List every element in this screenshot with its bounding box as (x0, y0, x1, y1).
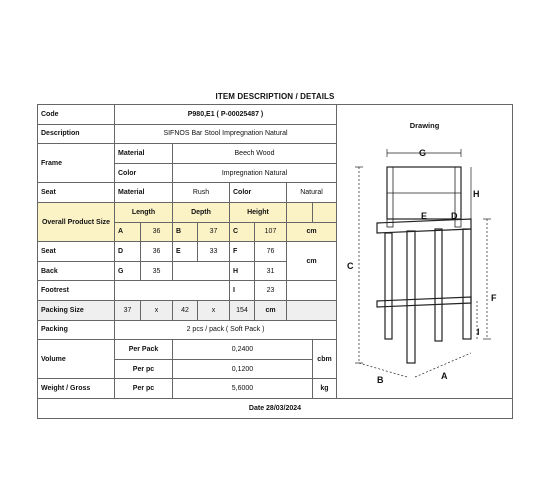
footrest-blank (115, 281, 230, 301)
letter-b: B (173, 222, 198, 242)
overall-size-label: Overall Product Size (38, 202, 115, 241)
leg-back-left (385, 233, 392, 339)
volume-per-pack-value: 0,2400 (173, 340, 313, 360)
packing-value: 2 pcs / pack ( Soft Pack ) (115, 320, 337, 340)
dim-letter-f: F (491, 293, 497, 303)
overall-a-value: 36 (141, 222, 173, 242)
seat-material-label: Material (115, 183, 173, 203)
height-header: Height (230, 202, 287, 222)
overall-header-blank (287, 202, 313, 222)
letter-g: G (115, 261, 141, 281)
packing-size-label: Packing Size (38, 300, 115, 320)
frame-material-label: Material (115, 144, 173, 164)
volume-per-pc-value: 0,1200 (173, 359, 313, 379)
code-label: Code (38, 105, 115, 125)
frame-material-value: Beech Wood (173, 144, 337, 164)
stool-drawing (337, 105, 513, 397)
drawing-cell (337, 105, 513, 399)
frame-label: Frame (38, 144, 115, 183)
seat-color-value: Natural (287, 183, 337, 203)
packing-width-value: 42 (173, 300, 198, 320)
code-value: P980,E1 ( P-00025487 ) (115, 105, 337, 125)
back-label: Back (38, 261, 115, 281)
description-label: Description (38, 124, 115, 144)
leg-back-right (463, 229, 471, 339)
length-header: Length (115, 202, 173, 222)
letter-f: F (230, 242, 255, 262)
packing-size-blank (287, 300, 337, 320)
weight-label: Weight / Gross (38, 379, 115, 399)
seat-shape (377, 219, 471, 233)
volume-label: Volume (38, 340, 115, 379)
dim-letter-c: C (347, 261, 354, 271)
seat-label: Seat (38, 183, 115, 203)
overall-c-value: 107 (255, 222, 287, 242)
weight-unit: kg (313, 379, 337, 399)
dim-letter-d: D (451, 211, 458, 221)
dim-letter-a: A (441, 371, 448, 381)
letter-d: D (115, 242, 141, 262)
volume-per-pc-label: Per pc (115, 359, 173, 379)
depth-header: Depth (173, 202, 230, 222)
frame-color-value: Impregnation Natural (173, 163, 337, 183)
page-title: ITEM DESCRIPTION / DETAILS (215, 92, 335, 101)
description-value: SIFNOS Bar Stool Impregnation Natural (115, 124, 337, 144)
overall-header-blank-2 (313, 202, 337, 222)
weight-per-pc-value: 5,6000 (173, 379, 313, 399)
footrest-label: Footrest (38, 281, 115, 301)
letter-a: A (115, 222, 141, 242)
weight-per-pc-label: Per pc (115, 379, 173, 399)
dim-letter-b: B (377, 375, 384, 385)
seat-dims-label: Seat (38, 242, 115, 262)
volume-per-pack-label: Per Pack (115, 340, 173, 360)
packing-x-2: x (198, 300, 230, 320)
overall-b-value: 37 (198, 222, 230, 242)
leg-front-left (407, 231, 415, 363)
seat-color-label: Color (230, 183, 287, 203)
spec-table (37, 104, 513, 419)
footrest-shape (377, 297, 471, 307)
back-blank (173, 261, 230, 281)
footrest-blank-2 (287, 281, 337, 301)
leg-mid (435, 229, 442, 341)
packing-label: Packing (38, 320, 115, 340)
packing-length-value: 37 (115, 300, 141, 320)
footrest-i-value: 23 (255, 281, 287, 301)
seat-material-value: Rush (173, 183, 230, 203)
volume-unit: cbm (313, 340, 337, 379)
letter-c: C (230, 222, 255, 242)
back-g-value: 35 (141, 261, 173, 281)
dim-letter-h: H (473, 189, 480, 199)
drawing-label: Drawing (409, 121, 440, 130)
dim-letter-i: I (477, 327, 480, 337)
seat-e-value: 33 (198, 242, 230, 262)
date-footer: Date 28/03/2024 (38, 398, 513, 418)
row-code (38, 105, 513, 125)
seat-back-unit: cm (287, 242, 337, 281)
seat-f-value: 76 (255, 242, 287, 262)
frame-color-label: Color (115, 163, 173, 183)
packing-height-value: 154 (230, 300, 255, 320)
overall-unit: cm (287, 222, 337, 242)
back-h-value: 31 (255, 261, 287, 281)
dim-letter-g: G (419, 148, 427, 158)
packing-unit: cm (255, 300, 287, 320)
letter-e: E (173, 242, 198, 262)
letter-i: I (230, 281, 255, 301)
row-date (38, 398, 513, 418)
packing-x-1: x (141, 300, 173, 320)
seat-d-value: 36 (141, 242, 173, 262)
letter-h: H (230, 261, 255, 281)
dim-letter-e: E (421, 211, 428, 221)
